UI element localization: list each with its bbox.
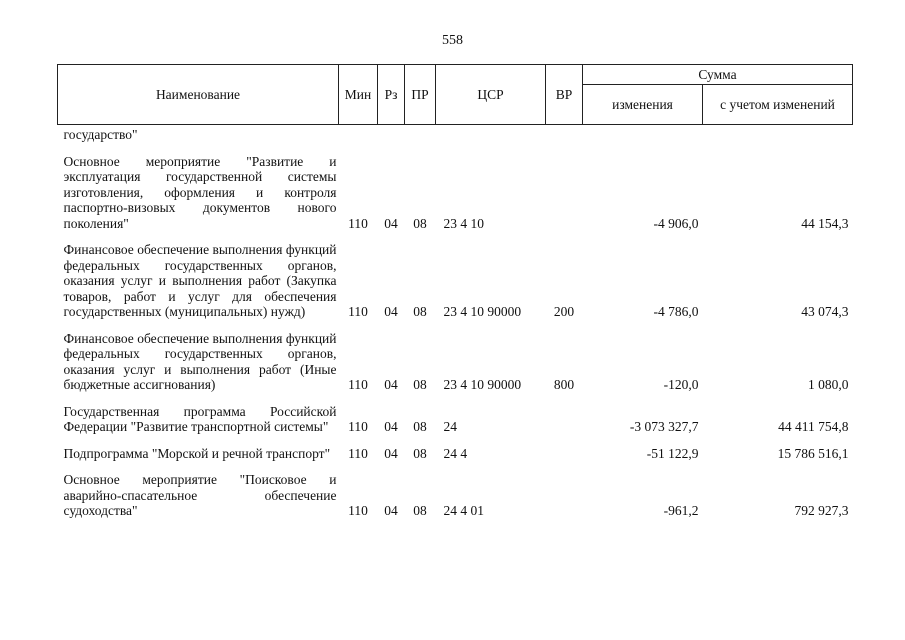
table-row [58, 231, 853, 320]
row-pr: 08 [413, 304, 427, 319]
row-pr: 08 [413, 503, 427, 518]
row-csr: 24 4 01 [443, 503, 484, 518]
row-pr: 08 [413, 377, 427, 392]
row-change: -4 786,0 [653, 304, 699, 319]
table-row [58, 461, 853, 519]
row-rz: 04 [384, 445, 398, 461]
row-name: Финансовое обеспечение выполнения функций федеральных государственных органов, оказания услуг и выполнения работ (Закупка товаров, работ и услуг для обеспечения государственных (муниципальных) нужд) [63, 242, 337, 319]
row-csr [436, 125, 546, 143]
row-csr: 23 4 10 90000 [443, 304, 522, 319]
row-vr: 800 [553, 377, 575, 392]
row-min: 110 [348, 215, 368, 231]
row-min: 110 [348, 304, 368, 319]
row-pr [405, 125, 436, 143]
row-vr: 200 [553, 304, 575, 319]
table-row [58, 435, 853, 462]
table-row [58, 143, 853, 232]
row-rz: 04 [384, 419, 398, 434]
row-vr [546, 143, 583, 232]
row-min: 110 [348, 503, 368, 518]
row-min: 110 [348, 419, 368, 434]
row-csr: 24 [443, 419, 457, 434]
row-total: 44 411 754,8 [778, 419, 849, 434]
table-row [58, 320, 853, 393]
row-rz [378, 125, 405, 143]
table-body [58, 125, 853, 519]
row-total: 44 154,3 [801, 215, 849, 231]
row-min: 110 [348, 377, 368, 392]
row-name: государство" [63, 127, 138, 142]
row-vr [546, 125, 583, 143]
row-name: Подпрограмма "Морской и речной транспорт" [63, 445, 331, 461]
page-number: 558 [442, 33, 463, 48]
row-change: -4 906,0 [653, 215, 699, 231]
header-csr: ЦСР [436, 65, 546, 125]
row-total: 43 074,3 [801, 304, 849, 319]
row-name: Финансовое обеспечение выполнения функций федеральных государственных органов, оказания услуг и выполнения работ (Иные бюджетные ассигнования) [63, 330, 337, 392]
header-pr: ПР [405, 65, 436, 125]
row-min: 110 [348, 445, 368, 461]
table-row [58, 125, 853, 143]
row-rz: 04 [384, 215, 398, 231]
header-min: Мин [339, 65, 378, 125]
row-rz: 04 [384, 377, 398, 392]
row-csr: 23 4 10 [443, 215, 484, 231]
row-csr: 23 4 10 90000 [443, 377, 522, 392]
table-row [58, 393, 853, 435]
row-change: -961,2 [663, 503, 699, 518]
row-vr [546, 393, 583, 435]
row-change: -51 122,9 [646, 445, 699, 461]
header-sum: Сумма [583, 65, 853, 85]
row-vr [546, 461, 583, 519]
header-change: изменения [583, 85, 703, 125]
row-total: 15 786 516,1 [777, 445, 849, 461]
budget-table [57, 64, 853, 519]
row-change [583, 125, 703, 143]
header-rz: Рз [378, 65, 405, 125]
row-name: Основное мероприятие "Развитие и эксплуатация государственной системы изготовления, оформления и контроля паспортно-визовых документов нового поколения" [63, 153, 337, 231]
row-change: -120,0 [663, 377, 699, 392]
row-name: Основное мероприятие "Поисковое и аварийно-спасательное обеспечение судоходства" [63, 472, 337, 518]
row-total: 1 080,0 [808, 377, 849, 392]
header-with-changes: с учетом изменений [703, 85, 853, 125]
row-total [703, 125, 853, 143]
row-min [339, 125, 378, 143]
row-total: 792 927,3 [794, 503, 849, 518]
row-name: Государственная программа Российской Федерации "Развитие транспортной системы" [63, 403, 337, 434]
row-pr: 08 [413, 215, 427, 231]
row-change: -3 073 327,7 [629, 419, 699, 434]
row-csr: 24 4 [443, 445, 468, 461]
row-vr [546, 435, 583, 462]
row-pr: 08 [413, 419, 427, 434]
row-rz: 04 [384, 304, 398, 319]
header-vr: ВР [546, 65, 583, 125]
table-header [58, 65, 853, 125]
header-name: Наименование [58, 65, 339, 125]
row-rz: 04 [384, 503, 398, 518]
row-pr: 08 [413, 445, 427, 461]
